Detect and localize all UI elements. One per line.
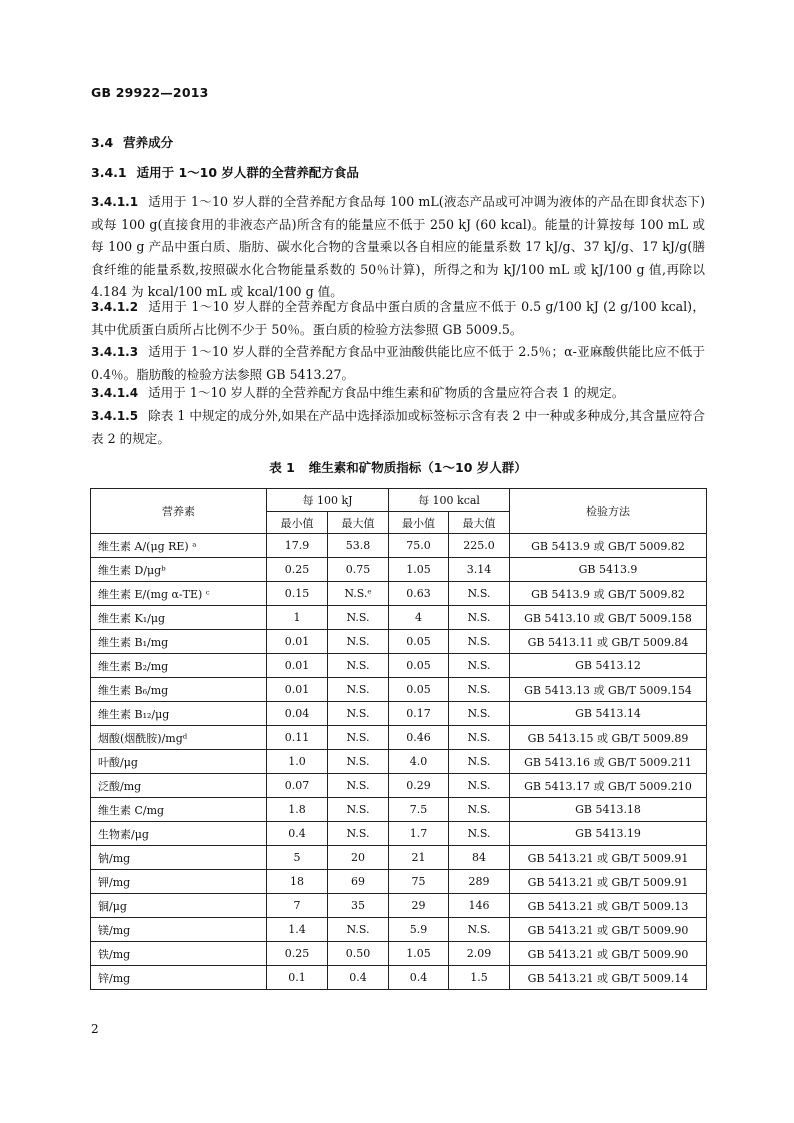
kj-min: 1.8 <box>267 798 328 822</box>
table-row <box>91 558 707 582</box>
kcal-min: 21 <box>389 846 449 870</box>
kcal-max: N.S. <box>449 918 510 942</box>
kcal-max: N.S. <box>449 726 510 750</box>
kcal-min: 0.17 <box>389 702 449 726</box>
header-kj-min: 最小值 <box>267 512 328 534</box>
kcal-min: 1.05 <box>389 942 449 966</box>
table-row <box>91 534 707 558</box>
nutrient-name: 维生素 C/mg <box>91 798 267 822</box>
kcal-min: 0.05 <box>389 654 449 678</box>
kj-max: N.S. <box>328 798 389 822</box>
kcal-min: 4.0 <box>389 750 449 774</box>
kj-min: 0.01 <box>267 630 328 654</box>
test-method: GB 5413.13 或 GB/T 5009.154 <box>510 678 707 702</box>
kj-min: 0.1 <box>267 966 328 990</box>
table-row <box>91 678 707 702</box>
nutrient-name: 维生素 E/(mg α-TE) ᶜ <box>91 582 267 606</box>
table-row <box>91 582 707 606</box>
kcal-min: 0.4 <box>389 966 449 990</box>
kcal-min: 7.5 <box>389 798 449 822</box>
table-row <box>91 702 707 726</box>
paragraph-3-4-1-4 <box>91 382 705 405</box>
nutrient-name: 维生素 D/μgᵇ <box>91 558 267 582</box>
test-method: GB 5413.19 <box>510 822 707 846</box>
test-method: GB 5413.12 <box>510 654 707 678</box>
nutrient-name: 维生素 B₂/mg <box>91 654 267 678</box>
nutrient-name: 镁/mg <box>91 918 267 942</box>
table-row <box>91 654 707 678</box>
test-method: GB 5413.9 <box>510 558 707 582</box>
paragraph-text: 适用于 1～10 岁人群的全营养配方食品中蛋白质的含量应不低于 0.5 g/100 kJ (2 g/100 kcal)，其中优质蛋白质所占比例不少于 50％。蛋白质的检验方法参照 GB 5009.5。 <box>91 299 705 337</box>
test-method: GB 5413.17 或 GB/T 5009.210 <box>510 774 707 798</box>
table-row <box>91 774 707 798</box>
section-number: 3.4 <box>91 135 114 150</box>
table-row <box>91 870 707 894</box>
test-method: GB 5413.21 或 GB/T 5009.90 <box>510 918 707 942</box>
paragraph-text: 适用于 1～10 岁人群的全营养配方食品中亚油酸供能比应不低于 2.5％；α-亚麻酸供能比应不低于 0.4％。脂肪酸的检验方法参照 GB 5413.27。 <box>91 344 705 382</box>
nutrient-name: 维生素 B₁/mg <box>91 630 267 654</box>
nutrient-name: 钠/mg <box>91 846 267 870</box>
kcal-max: 289 <box>449 870 510 894</box>
nutrient-name: 铁/mg <box>91 942 267 966</box>
kcal-min: 75.0 <box>389 534 449 558</box>
kcal-max: N.S. <box>449 774 510 798</box>
nutrient-name: 维生素 A/(μg RE) ᵃ <box>91 534 267 558</box>
kj-max: 69 <box>328 870 389 894</box>
test-method: GB 5413.9 或 GB/T 5009.82 <box>510 582 707 606</box>
test-method: GB 5413.9 或 GB/T 5009.82 <box>510 534 707 558</box>
header-kcal-max: 最大值 <box>449 512 510 534</box>
kcal-max: N.S. <box>449 750 510 774</box>
test-method: GB 5413.15 或 GB/T 5009.89 <box>510 726 707 750</box>
table-row <box>91 966 707 990</box>
test-method: GB 5413.18 <box>510 798 707 822</box>
kcal-max: 3.14 <box>449 558 510 582</box>
nutrient-name: 叶酸/μg <box>91 750 267 774</box>
kj-max: N.S. <box>328 654 389 678</box>
kcal-max: 146 <box>449 894 510 918</box>
test-method: GB 5413.11 或 GB/T 5009.84 <box>510 630 707 654</box>
nutrient-name: 烟酸(烟酰胺)/mgᵈ <box>91 726 267 750</box>
kcal-max: N.S. <box>449 654 510 678</box>
kj-min: 1 <box>267 606 328 630</box>
header-nutrient: 营养素 <box>91 489 267 534</box>
kcal-min: 0.05 <box>389 630 449 654</box>
paragraph-number: 3.4.1.1 <box>91 195 139 209</box>
kcal-max: N.S. <box>449 582 510 606</box>
subsection-number: 3.4.1 <box>91 165 127 180</box>
kj-max: 0.75 <box>328 558 389 582</box>
kcal-max: N.S. <box>449 798 510 822</box>
kcal-max: 1.5 <box>449 966 510 990</box>
kcal-min: 5.9 <box>389 918 449 942</box>
kcal-max: N.S. <box>449 630 510 654</box>
table-row <box>91 894 707 918</box>
kj-min: 0.4 <box>267 822 328 846</box>
kcal-max: 2.09 <box>449 942 510 966</box>
kj-min: 18 <box>267 870 328 894</box>
header-per-100-kj: 每 100 kJ <box>267 489 389 512</box>
paragraph-number: 3.4.1.5 <box>91 409 139 423</box>
kcal-min: 4 <box>389 606 449 630</box>
kcal-min: 1.05 <box>389 558 449 582</box>
table-row <box>91 750 707 774</box>
section-heading <box>91 133 173 151</box>
table-row <box>91 606 707 630</box>
kj-min: 7 <box>267 894 328 918</box>
kj-max: 35 <box>328 894 389 918</box>
paragraph-number: 3.4.1.2 <box>91 300 139 314</box>
test-method: GB 5413.21 或 GB/T 5009.91 <box>510 846 707 870</box>
kcal-max: N.S. <box>449 702 510 726</box>
kj-max: 20 <box>328 846 389 870</box>
test-method: GB 5413.14 <box>510 702 707 726</box>
kj-min: 0.11 <box>267 726 328 750</box>
kj-min: 0.25 <box>267 942 328 966</box>
subsection-title: 适用于 1～10 岁人群的全营养配方食品 <box>136 165 359 180</box>
kcal-min: 0.46 <box>389 726 449 750</box>
nutrient-name: 维生素 K₁/μg <box>91 606 267 630</box>
kj-max: 53.8 <box>328 534 389 558</box>
kj-max: N.S. <box>328 606 389 630</box>
kcal-min: 1.7 <box>389 822 449 846</box>
nutrient-name: 锌/mg <box>91 966 267 990</box>
kj-min: 0.01 <box>267 678 328 702</box>
table-caption <box>90 458 706 476</box>
kcal-max: N.S. <box>449 606 510 630</box>
kj-max: N.S.ᵉ <box>328 582 389 606</box>
kcal-min: 0.63 <box>389 582 449 606</box>
kcal-max: 84 <box>449 846 510 870</box>
table-row <box>91 846 707 870</box>
table-body <box>91 534 707 990</box>
table-row <box>91 630 707 654</box>
kj-max: N.S. <box>328 822 389 846</box>
section-title: 营养成分 <box>123 135 174 150</box>
kcal-max: 225.0 <box>449 534 510 558</box>
paragraph-3-4-1-5 <box>91 405 705 450</box>
kj-min: 0.07 <box>267 774 328 798</box>
kj-max: 0.50 <box>328 942 389 966</box>
kj-min: 0.15 <box>267 582 328 606</box>
kj-min: 1.0 <box>267 750 328 774</box>
test-method: GB 5413.21 或 GB/T 5009.90 <box>510 942 707 966</box>
table-row <box>91 942 707 966</box>
test-method: GB 5413.10 或 GB/T 5009.158 <box>510 606 707 630</box>
header-kj-max: 最大值 <box>328 512 389 534</box>
kcal-min: 29 <box>389 894 449 918</box>
paragraph-number: 3.4.1.3 <box>91 345 139 359</box>
kj-max: N.S. <box>328 630 389 654</box>
kj-min: 1.4 <box>267 918 328 942</box>
nutrient-name: 生物素/μg <box>91 822 267 846</box>
kj-min: 0.25 <box>267 558 328 582</box>
kcal-min: 0.05 <box>389 678 449 702</box>
kj-max: N.S. <box>328 750 389 774</box>
paragraph-text: 适用于 1～10 岁人群的全营养配方食品每 100 mL(液态产品或可冲调为液体的产品在即食状态下)或每 100 g(直接食用的非液态产品)所含有的能量应不低于 250 kJ (60 kcal)。能量的计算按每 100 mL 或每 100 g 产品中蛋白质、脂肪、碳水化合物的含量乘以各自相应的能量系数 17 kJ/g、37 kJ/g、17 kJ/g(膳食纤维的能量系数,按照碳水化合物能量系数的 50％计算)，所得之和为 kJ/100 mL 或 kJ/100 g 值,再除以 4.184 为 kcal/100 mL 或 kcal/100 g 值。 <box>91 194 705 299</box>
kj-min: 0.01 <box>267 654 328 678</box>
kj-max: 0.4 <box>328 966 389 990</box>
test-method: GB 5413.21 或 GB/T 5009.14 <box>510 966 707 990</box>
page-number: 2 <box>91 1022 99 1036</box>
paragraph-3-4-1-1 <box>91 191 705 304</box>
paragraph-text: 除表 1 中规定的成分外,如果在产品中选择添加或标签标示含有表 2 中一种或多种成分,其含量应符合表 2 的规定。 <box>91 408 705 446</box>
nutrient-name: 维生素 B₆/mg <box>91 678 267 702</box>
paragraph-3-4-1-3 <box>91 341 705 386</box>
kj-max: N.S. <box>328 678 389 702</box>
nutrient-table <box>90 488 707 990</box>
kj-min: 5 <box>267 846 328 870</box>
subsection-heading <box>91 163 359 181</box>
table-row <box>91 798 707 822</box>
table-row <box>91 918 707 942</box>
kj-min: 0.04 <box>267 702 328 726</box>
table-row <box>91 726 707 750</box>
kcal-min: 75 <box>389 870 449 894</box>
kj-max: N.S. <box>328 774 389 798</box>
standard-code-header: GB 29922—2013 <box>91 85 209 100</box>
test-method: GB 5413.21 或 GB/T 5009.13 <box>510 894 707 918</box>
table-title: 维生素和矿物质指标（1～10 岁人群） <box>308 460 527 475</box>
paragraph-3-4-1-2 <box>91 296 705 341</box>
paragraph-text: 适用于 1～10 岁人群的全营养配方食品中维生素和矿物质的含量应符合表 1 的规定。 <box>148 385 625 400</box>
nutrient-name: 钾/mg <box>91 870 267 894</box>
paragraph-number: 3.4.1.4 <box>91 386 139 400</box>
kcal-min: 0.29 <box>389 774 449 798</box>
kj-max: N.S. <box>328 918 389 942</box>
nutrient-name: 泛酸/mg <box>91 774 267 798</box>
header-test-method: 检验方法 <box>510 489 707 534</box>
kj-max: N.S. <box>328 702 389 726</box>
kcal-max: N.S. <box>449 678 510 702</box>
nutrient-name: 维生素 B₁₂/μg <box>91 702 267 726</box>
kj-max: N.S. <box>328 726 389 750</box>
table-row <box>91 822 707 846</box>
table-number: 表 1 <box>269 460 295 475</box>
test-method: GB 5413.16 或 GB/T 5009.211 <box>510 750 707 774</box>
header-per-100-kcal: 每 100 kcal <box>389 489 510 512</box>
kcal-max: N.S. <box>449 822 510 846</box>
test-method: GB 5413.21 或 GB/T 5009.91 <box>510 870 707 894</box>
header-kcal-min: 最小值 <box>389 512 449 534</box>
nutrient-name: 铜/μg <box>91 894 267 918</box>
kj-min: 17.9 <box>267 534 328 558</box>
